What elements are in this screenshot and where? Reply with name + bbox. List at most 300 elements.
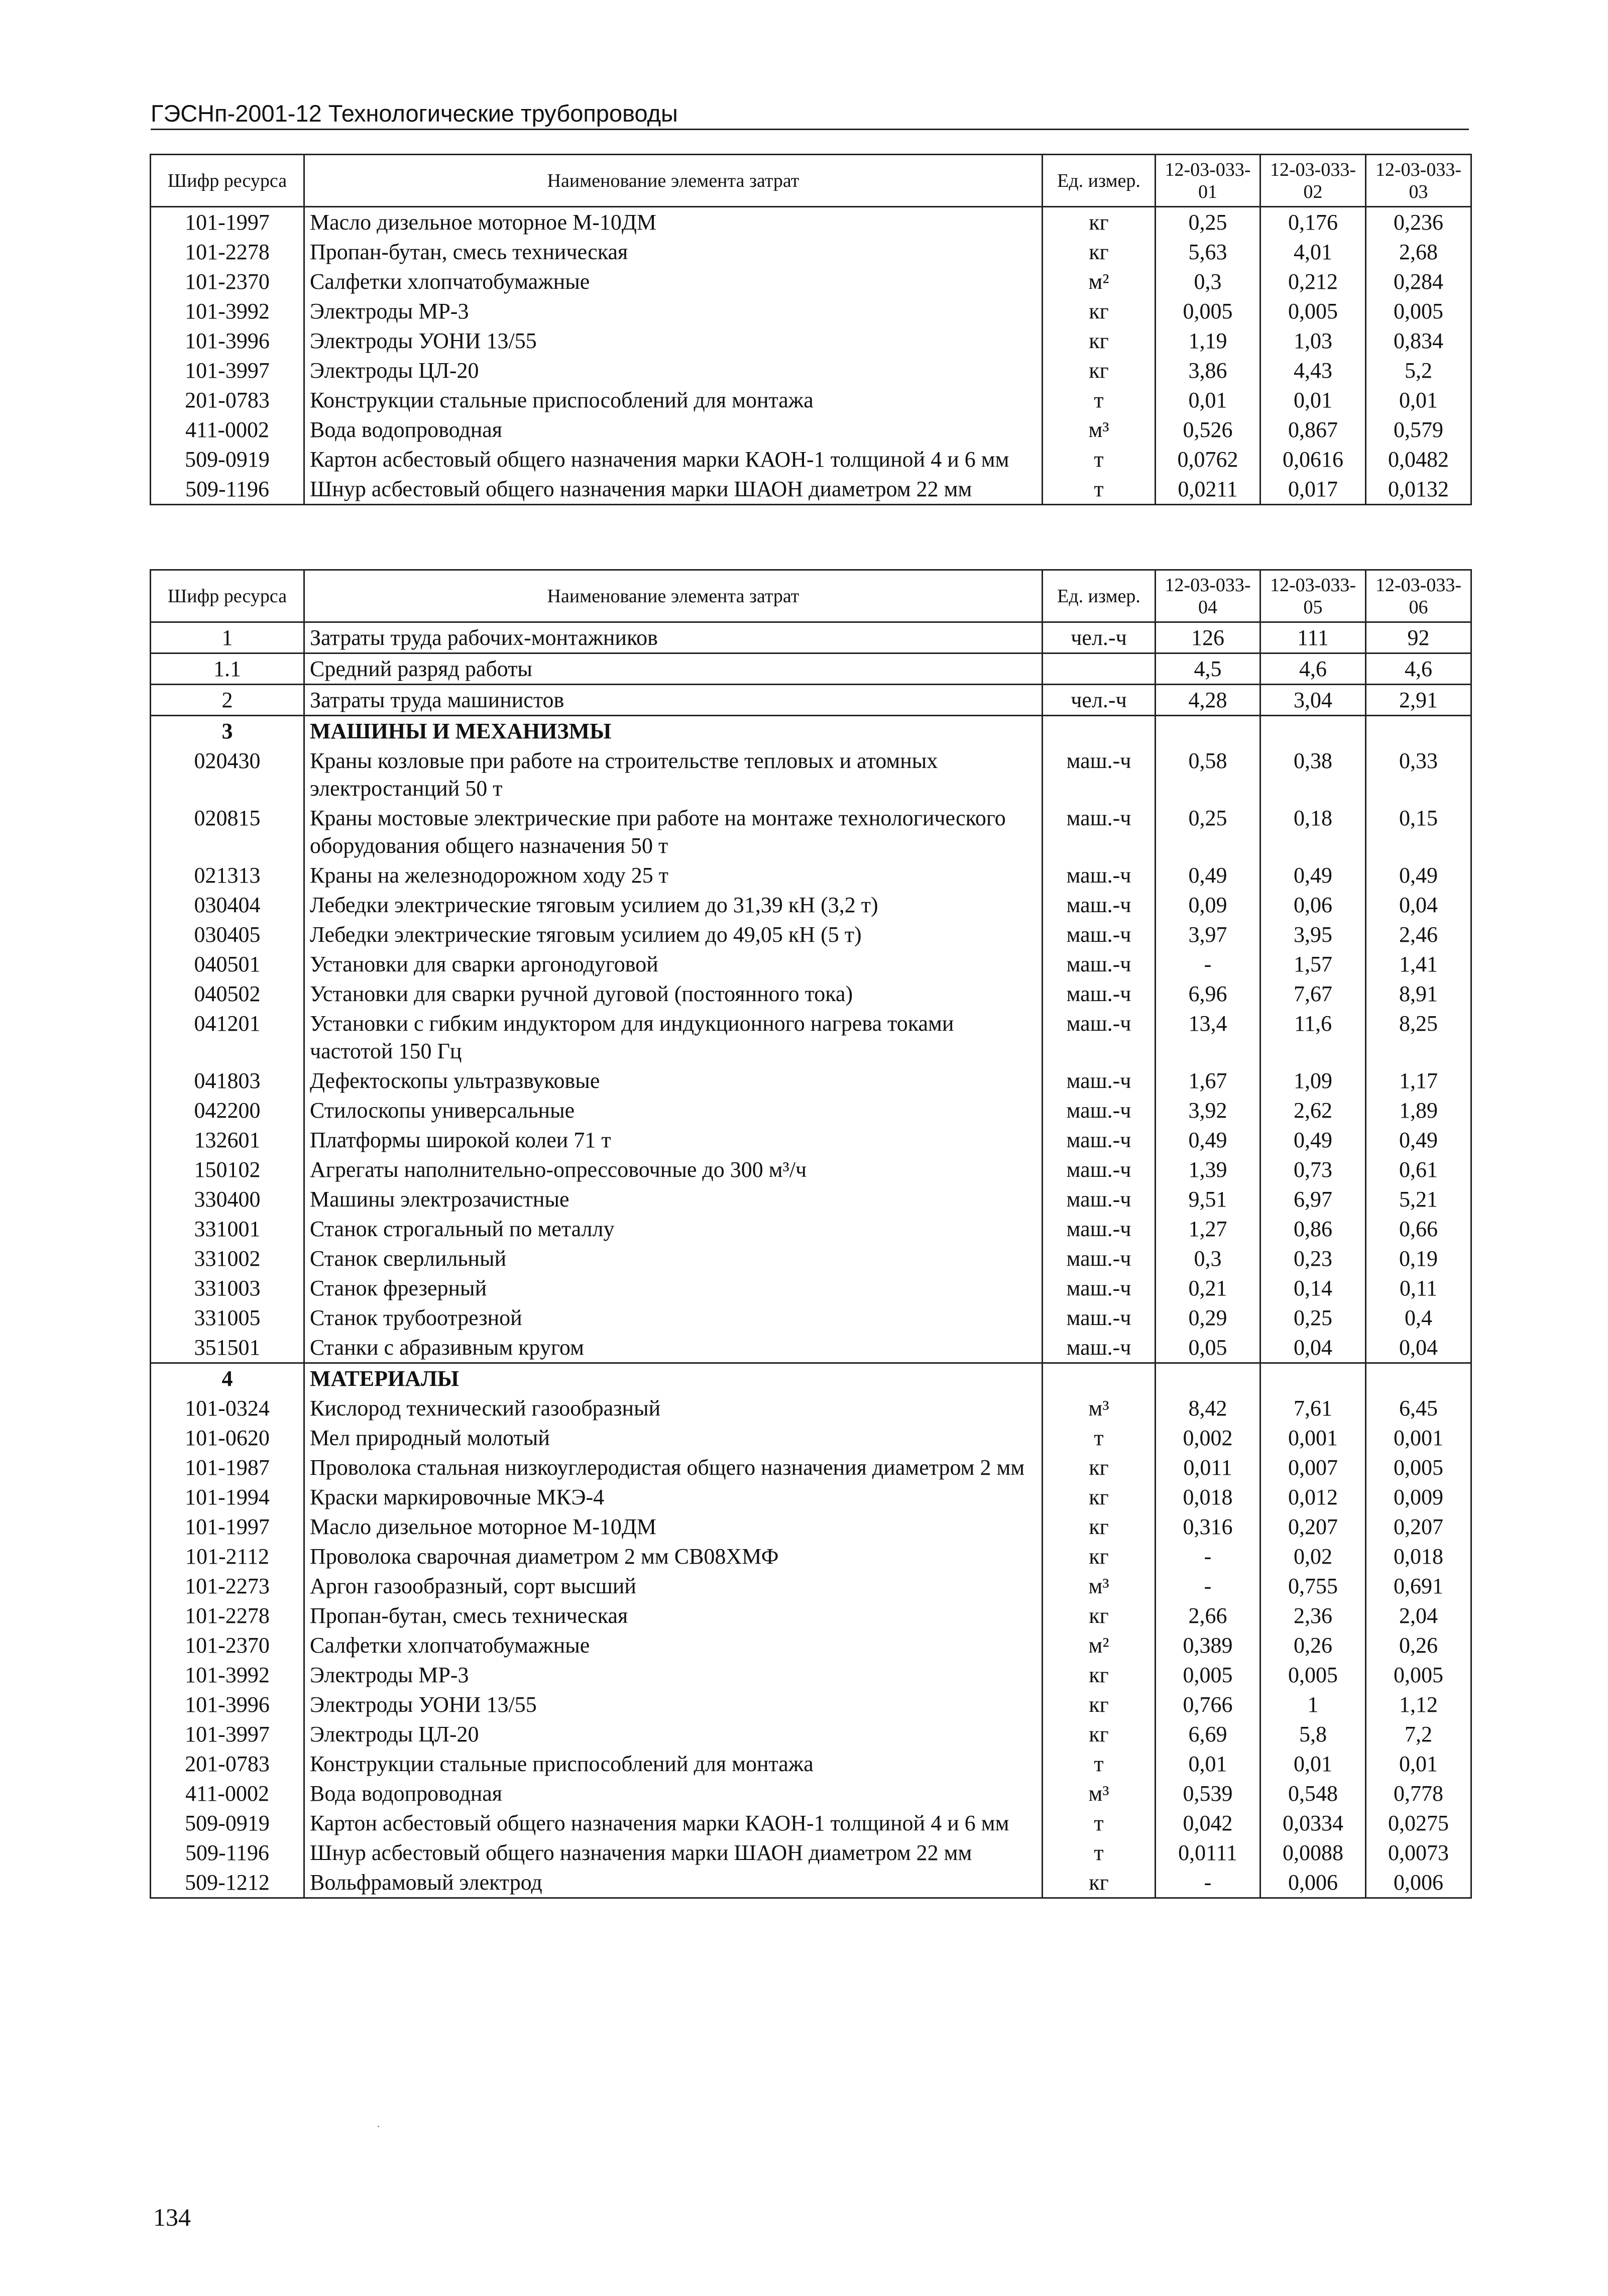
table-row: [151, 803, 1471, 860]
table-row: [151, 1749, 1471, 1779]
norm-value-3: 0,15: [1366, 803, 1471, 860]
table-row: [151, 415, 1471, 445]
resource-code: 331003: [151, 1273, 304, 1303]
resource-unit: маш.-ч: [1043, 803, 1156, 860]
resource-name: Проволока сварочная диаметром 2 мм СВ08ХМФ: [304, 1542, 1043, 1571]
norm-value-2: 0,006: [1260, 1868, 1366, 1898]
norm-value-2: 0,18: [1260, 803, 1366, 860]
norm-value-1: 9,51: [1156, 1184, 1260, 1214]
resource-name: Электроды МР-3: [304, 1660, 1043, 1690]
norm-value-1: 0,25: [1156, 803, 1260, 860]
norm-value-2: 0,14: [1260, 1273, 1366, 1303]
norm-value-1: 0,05: [1156, 1333, 1260, 1363]
norm-value-1: 1,27: [1156, 1214, 1260, 1244]
norm-value-3: 0,0482: [1366, 445, 1471, 474]
table-row: [151, 1423, 1471, 1453]
resource-code: 040502: [151, 979, 304, 1009]
resource-code: 2: [151, 685, 304, 716]
resource-name: Конструкции стальные приспособлений для монтажа: [304, 385, 1043, 415]
table-row: [151, 1571, 1471, 1601]
resource-code: 101-2273: [151, 1571, 304, 1601]
resource-name: Станок сверлильный: [304, 1244, 1043, 1273]
norm-value-1: 0,01: [1156, 385, 1260, 415]
resource-code: 040501: [151, 949, 304, 979]
norm-value-1: 0,018: [1156, 1482, 1260, 1512]
table-row: [151, 1393, 1471, 1423]
resource-name: Платформы широкой колеи 71 т: [304, 1125, 1043, 1155]
norm-value-2: 0,176: [1260, 207, 1366, 238]
norm-value-1: 1,19: [1156, 326, 1260, 356]
norm-value-1: 0,29: [1156, 1303, 1260, 1333]
norm-value-1: 5,63: [1156, 237, 1260, 267]
table-row: [151, 890, 1471, 920]
resource-unit: маш.-ч: [1043, 920, 1156, 949]
norm-value-1: -: [1156, 1571, 1260, 1601]
norm-value-1: 0,25: [1156, 207, 1260, 238]
resource-unit: кг: [1043, 1453, 1156, 1482]
norm-value-1: 0,002: [1156, 1423, 1260, 1453]
norm-value-1: 3,97: [1156, 920, 1260, 949]
resource-unit: маш.-ч: [1043, 1096, 1156, 1125]
table-header-row: [151, 155, 1471, 207]
resource-unit: м²: [1043, 1630, 1156, 1660]
col-header-code: Шифр ресурса: [151, 570, 304, 622]
table-row: [151, 1808, 1471, 1838]
resource-table-2: [150, 569, 1472, 1899]
resource-name: Пропан-бутан, смесь техническая: [304, 237, 1043, 267]
norm-value-1: 2,66: [1156, 1601, 1260, 1630]
norm-value-3: 0,66: [1366, 1214, 1471, 1244]
norm-value-3: 0,04: [1366, 890, 1471, 920]
resource-unit: кг: [1043, 296, 1156, 326]
table-row: [151, 1838, 1471, 1868]
resource-unit: чел.-ч: [1043, 685, 1156, 716]
resource-unit: [1043, 716, 1156, 746]
norm-value-1: 0,3: [1156, 1244, 1260, 1273]
table-row: [151, 445, 1471, 474]
resource-unit: [1043, 653, 1156, 685]
resource-name: Конструкции стальные приспособлений для монтажа: [304, 1749, 1043, 1779]
norm-value-3: 0,001: [1366, 1423, 1471, 1453]
norm-value-2: 7,61: [1260, 1393, 1366, 1423]
norm-value-3: 0,009: [1366, 1482, 1471, 1512]
table-row: [151, 207, 1471, 238]
norm-value-3: 0,01: [1366, 385, 1471, 415]
resource-code: 101-3992: [151, 1660, 304, 1690]
table-row: [151, 326, 1471, 356]
norm-value-1: 8,42: [1156, 1393, 1260, 1423]
resource-code: 1.1: [151, 653, 304, 685]
resource-code: 030405: [151, 920, 304, 949]
table-row: [151, 746, 1471, 803]
resource-name: Установки с гибким индуктором для индукционного нагрева токами частотой 150 Гц: [304, 1009, 1043, 1066]
table-row: [151, 1125, 1471, 1155]
norm-value-3: 0,49: [1366, 1125, 1471, 1155]
norm-value-3: 0,018: [1366, 1542, 1471, 1571]
resource-code: 101-3996: [151, 1690, 304, 1719]
norm-value-3: 0,834: [1366, 326, 1471, 356]
norm-value-3: 0,006: [1366, 1868, 1471, 1898]
resource-code: 101-3992: [151, 296, 304, 326]
section-row: [151, 716, 1471, 746]
resource-code: 509-1196: [151, 1838, 304, 1868]
norm-value-3: 1,41: [1366, 949, 1471, 979]
resource-code: 041201: [151, 1009, 304, 1066]
norm-value-1: 0,005: [1156, 296, 1260, 326]
norm-value-1: 0,316: [1156, 1512, 1260, 1542]
resource-unit: маш.-ч: [1043, 1214, 1156, 1244]
table-row: [151, 1601, 1471, 1630]
resource-name: Краны мостовые электрические при работе на монтаже технологического оборудования общего назначения 50 т: [304, 803, 1043, 860]
resource-code: 1: [151, 622, 304, 653]
norm-value-1: 0,49: [1156, 1125, 1260, 1155]
resource-unit: маш.-ч: [1043, 1184, 1156, 1214]
norm-value-2: 0,86: [1260, 1214, 1366, 1244]
resource-name: Электроды ЦЛ-20: [304, 356, 1043, 385]
table-row: [151, 267, 1471, 296]
resource-unit: т: [1043, 1808, 1156, 1838]
norm-value-3: [1366, 716, 1471, 746]
resource-name: Лебедки электрические тяговым усилием до 31,39 кН (3,2 т): [304, 890, 1043, 920]
table-row: [151, 1273, 1471, 1303]
norm-value-3: 2,46: [1366, 920, 1471, 949]
table-header-row: [151, 570, 1471, 622]
resource-name: Пропан-бутан, смесь техническая: [304, 1601, 1043, 1630]
norm-value-3: 0,778: [1366, 1779, 1471, 1808]
norm-value-1: -: [1156, 949, 1260, 979]
resource-name: Электроды УОНИ 13/55: [304, 326, 1043, 356]
norm-value-2: 1,09: [1260, 1066, 1366, 1096]
norm-value-3: 0,11: [1366, 1273, 1471, 1303]
norm-value-3: 0,579: [1366, 415, 1471, 445]
norm-value-3: 0,236: [1366, 207, 1471, 238]
resource-code: 101-0324: [151, 1393, 304, 1423]
norm-value-3: 1,89: [1366, 1096, 1471, 1125]
resource-code: 509-0919: [151, 445, 304, 474]
norm-value-3: 2,68: [1366, 237, 1471, 267]
resource-code: 331002: [151, 1244, 304, 1273]
norm-value-3: 0,04: [1366, 1333, 1471, 1363]
resource-unit: маш.-ч: [1043, 1303, 1156, 1333]
resource-name: Краски маркировочные МКЭ-4: [304, 1482, 1043, 1512]
norm-value-1: 0,21: [1156, 1273, 1260, 1303]
resource-name: Вода водопроводная: [304, 415, 1043, 445]
norm-value-3: 2,91: [1366, 685, 1471, 716]
table-row: [151, 1660, 1471, 1690]
table-row: [151, 1719, 1471, 1749]
resource-code: 3: [151, 716, 304, 746]
resource-unit: маш.-ч: [1043, 949, 1156, 979]
table-row: [151, 1155, 1471, 1184]
resource-name: Электроды ЦЛ-20: [304, 1719, 1043, 1749]
norm-value-3: 5,21: [1366, 1184, 1471, 1214]
norm-value-2: [1260, 716, 1366, 746]
norm-value-1: 0,0762: [1156, 445, 1260, 474]
norm-value-1: 4,5: [1156, 653, 1260, 685]
table-row: [151, 1303, 1471, 1333]
table-row: [151, 1453, 1471, 1482]
table-row: [151, 1333, 1471, 1363]
resource-unit: т: [1043, 1838, 1156, 1868]
resource-unit: маш.-ч: [1043, 1155, 1156, 1184]
col-header-unit: Ед. измер.: [1043, 570, 1156, 622]
norm-value-1: [1156, 716, 1260, 746]
norm-value-2: 6,97: [1260, 1184, 1366, 1214]
page-header: [151, 98, 1469, 130]
norm-value-2: 0,23: [1260, 1244, 1366, 1273]
resource-name: Шнур асбестовый общего назначения марки ШАОН диаметром 22 мм: [304, 1838, 1043, 1868]
table-row: [151, 356, 1471, 385]
norm-value-2: 0,755: [1260, 1571, 1366, 1601]
resource-name: Электроды МР-3: [304, 296, 1043, 326]
resource-name: Затраты труда машинистов: [304, 685, 1043, 716]
resource-unit: маш.-ч: [1043, 1066, 1156, 1096]
norm-value-3: 5,2: [1366, 356, 1471, 385]
norm-value-1: 0,09: [1156, 890, 1260, 920]
resource-name: Салфетки хлопчатобумажные: [304, 1630, 1043, 1660]
resource-name: Затраты труда рабочих-монтажников: [304, 622, 1043, 653]
norm-value-3: 8,91: [1366, 979, 1471, 1009]
page-header-title: ГЭСНп-2001-12 Технологические трубопроводы: [151, 100, 678, 127]
norm-value-2: 0,06: [1260, 890, 1366, 920]
norm-value-2: 0,012: [1260, 1482, 1366, 1512]
norm-value-2: 11,6: [1260, 1009, 1366, 1066]
table-row: [151, 385, 1471, 415]
norm-value-2: 0,02: [1260, 1542, 1366, 1571]
resource-code: 101-1994: [151, 1482, 304, 1512]
resource-name: Станки с абразивным кругом: [304, 1333, 1043, 1363]
resource-name: Вольфрамовый электрод: [304, 1868, 1043, 1898]
resource-name: Станок трубоотрезной: [304, 1303, 1043, 1333]
norm-value-2: 2,62: [1260, 1096, 1366, 1125]
resource-name: Агрегаты наполнительно-опрессовочные до 300 м³/ч: [304, 1155, 1043, 1184]
norm-value-1: 0,58: [1156, 746, 1260, 803]
resource-code: 411-0002: [151, 1779, 304, 1808]
norm-value-2: 111: [1260, 622, 1366, 653]
resource-unit: кг: [1043, 356, 1156, 385]
norm-value-1: 6,96: [1156, 979, 1260, 1009]
resource-unit: кг: [1043, 1601, 1156, 1630]
resource-code: 101-1997: [151, 1512, 304, 1542]
norm-value-3: [1366, 1363, 1471, 1394]
resource-unit: м²: [1043, 267, 1156, 296]
norm-value-2: 0,005: [1260, 296, 1366, 326]
norm-value-2: 0,212: [1260, 267, 1366, 296]
norm-value-2: 0,73: [1260, 1155, 1366, 1184]
table-row: [151, 920, 1471, 949]
resource-name: Проволока стальная низкоуглеродистая общего назначения диаметром 2 мм: [304, 1453, 1043, 1482]
norm-value-1: 0,01: [1156, 1749, 1260, 1779]
resource-name: МАШИНЫ И МЕХАНИЗМЫ: [304, 716, 1043, 746]
norm-value-1: 0,0211: [1156, 474, 1260, 505]
table-row: [151, 1009, 1471, 1066]
norm-value-1: 0,0111: [1156, 1838, 1260, 1868]
norm-value-3: 0,33: [1366, 746, 1471, 803]
resource-code: 201-0783: [151, 385, 304, 415]
norm-value-2: 0,001: [1260, 1423, 1366, 1453]
resource-unit: м³: [1043, 1779, 1156, 1808]
norm-value-3: 0,0132: [1366, 474, 1471, 505]
resource-unit: маш.-ч: [1043, 1333, 1156, 1363]
resource-name: Шнур асбестовый общего назначения марки ШАОН диаметром 22 мм: [304, 474, 1043, 505]
resource-unit: т: [1043, 1423, 1156, 1453]
norm-value-2: 2,36: [1260, 1601, 1366, 1630]
resource-code: 021313: [151, 860, 304, 890]
resource-unit: [1043, 1363, 1156, 1394]
page-number: 134: [153, 2203, 191, 2231]
resource-unit: маш.-ч: [1043, 890, 1156, 920]
table-row: [151, 474, 1471, 505]
table-row: [151, 1066, 1471, 1096]
table-row: [151, 1184, 1471, 1214]
resource-code: 509-0919: [151, 1808, 304, 1838]
table-row: [151, 237, 1471, 267]
resource-unit: кг: [1043, 1690, 1156, 1719]
norm-value-2: 3,95: [1260, 920, 1366, 949]
norm-value-3: 6,45: [1366, 1393, 1471, 1423]
norm-value-1: 13,4: [1156, 1009, 1260, 1066]
resource-name: Аргон газообразный, сорт высший: [304, 1571, 1043, 1601]
resource-name: Электроды УОНИ 13/55: [304, 1690, 1043, 1719]
resource-unit: маш.-ч: [1043, 860, 1156, 890]
norm-value-1: 3,92: [1156, 1096, 1260, 1125]
norm-value-3: 92: [1366, 622, 1471, 653]
norm-value-2: 1,57: [1260, 949, 1366, 979]
col-header-norm-4: 12-03-033-04: [1156, 570, 1260, 622]
resource-name: Картон асбестовый общего назначения марки КАОН-1 толщиной 4 и 6 мм: [304, 445, 1043, 474]
resource-code: 101-2370: [151, 1630, 304, 1660]
resource-code: 101-2370: [151, 267, 304, 296]
resource-unit: маш.-ч: [1043, 1244, 1156, 1273]
norm-value-1: 0,766: [1156, 1690, 1260, 1719]
resource-unit: м³: [1043, 1571, 1156, 1601]
resource-code: 351501: [151, 1333, 304, 1363]
resource-name: Краны козловые при работе на строительстве тепловых и атомных электростанций 50 т: [304, 746, 1043, 803]
resource-unit: маш.-ч: [1043, 979, 1156, 1009]
resource-name: Средний разряд работы: [304, 653, 1043, 685]
resource-unit: кг: [1043, 1512, 1156, 1542]
table-row: [151, 1542, 1471, 1571]
norm-value-1: 0,389: [1156, 1630, 1260, 1660]
norm-value-3: 0,005: [1366, 1453, 1471, 1482]
norm-value-2: 0,867: [1260, 415, 1366, 445]
norm-value-3: 0,005: [1366, 296, 1471, 326]
resource-unit: кг: [1043, 1482, 1156, 1512]
resource-code: 201-0783: [151, 1749, 304, 1779]
table-row: [151, 1690, 1471, 1719]
resource-name: Картон асбестовый общего назначения марки КАОН-1 толщиной 4 и 6 мм: [304, 1808, 1043, 1838]
norm-value-3: 8,25: [1366, 1009, 1471, 1066]
norm-value-2: 3,04: [1260, 685, 1366, 716]
norm-value-3: 0,26: [1366, 1630, 1471, 1660]
resource-unit: чел.-ч: [1043, 622, 1156, 653]
table-row: [151, 1630, 1471, 1660]
norm-value-1: 0,011: [1156, 1453, 1260, 1482]
norm-value-1: 0,49: [1156, 860, 1260, 890]
resource-unit: м³: [1043, 1393, 1156, 1423]
norm-value-2: 0,01: [1260, 385, 1366, 415]
resource-name: Лебедки электрические тяговым усилием до 49,05 кН (5 т): [304, 920, 1043, 949]
resource-name: Дефектоскопы ультразвуковые: [304, 1066, 1043, 1096]
norm-value-1: [1156, 1363, 1260, 1394]
resource-code: 101-3997: [151, 356, 304, 385]
norm-value-3: 0,0275: [1366, 1808, 1471, 1838]
norm-value-2: 0,38: [1260, 746, 1366, 803]
resource-unit: маш.-ч: [1043, 1125, 1156, 1155]
norm-value-1: 1,39: [1156, 1155, 1260, 1184]
table-row: [151, 1512, 1471, 1542]
table-row: [151, 979, 1471, 1009]
resource-unit: т: [1043, 474, 1156, 505]
resource-name: Мел природный молотый: [304, 1423, 1043, 1453]
table-row: [151, 1482, 1471, 1512]
resource-code: 132601: [151, 1125, 304, 1155]
norm-value-2: 0,0088: [1260, 1838, 1366, 1868]
resource-unit: кг: [1043, 1660, 1156, 1690]
resource-name: МАТЕРИАЛЫ: [304, 1363, 1043, 1394]
norm-value-1: 3,86: [1156, 356, 1260, 385]
resource-unit: кг: [1043, 1868, 1156, 1898]
norm-value-2: 0,04: [1260, 1333, 1366, 1363]
resource-unit: т: [1043, 445, 1156, 474]
norm-value-1: 0,005: [1156, 1660, 1260, 1690]
table-row: [151, 1244, 1471, 1273]
resource-code: 330400: [151, 1184, 304, 1214]
resource-unit: маш.-ч: [1043, 1009, 1156, 1066]
resource-code: 101-3997: [151, 1719, 304, 1749]
resource-code: 020815: [151, 803, 304, 860]
norm-value-3: 1,12: [1366, 1690, 1471, 1719]
norm-value-1: 1,67: [1156, 1066, 1260, 1096]
norm-value-3: 0,19: [1366, 1244, 1471, 1273]
resource-name: Салфетки хлопчатобумажные: [304, 267, 1043, 296]
col-header-norm-1: 12-03-033-01: [1156, 155, 1260, 207]
col-header-name: Наименование элемента затрат: [304, 570, 1043, 622]
norm-value-2: 1: [1260, 1690, 1366, 1719]
table-row: [151, 653, 1471, 685]
resource-name: Установки для сварки аргонодуговой: [304, 949, 1043, 979]
resource-code: 101-0620: [151, 1423, 304, 1453]
norm-value-1: 0,539: [1156, 1779, 1260, 1808]
norm-value-2: 7,67: [1260, 979, 1366, 1009]
table-row: [151, 296, 1471, 326]
resource-name: Станок фрезерный: [304, 1273, 1043, 1303]
scan-speck: [378, 2126, 379, 2127]
resource-code: 030404: [151, 890, 304, 920]
resource-code: 101-3996: [151, 326, 304, 356]
norm-value-1: 4,28: [1156, 685, 1260, 716]
col-header-code: Шифр ресурса: [151, 155, 304, 207]
norm-value-3: 0,61: [1366, 1155, 1471, 1184]
col-header-norm-5: 12-03-033-05: [1260, 570, 1366, 622]
norm-value-3: 0,207: [1366, 1512, 1471, 1542]
resource-name: Стилоскопы универсальные: [304, 1096, 1043, 1125]
norm-value-2: 5,8: [1260, 1719, 1366, 1749]
resource-unit: кг: [1043, 1542, 1156, 1571]
resource-name: Станок строгальный по металлу: [304, 1214, 1043, 1244]
norm-value-3: 7,2: [1366, 1719, 1471, 1749]
resource-code: 331001: [151, 1214, 304, 1244]
norm-value-1: 0,526: [1156, 415, 1260, 445]
norm-value-2: 0,017: [1260, 474, 1366, 505]
table-row: [151, 949, 1471, 979]
norm-value-2: 4,43: [1260, 356, 1366, 385]
resource-code: 331005: [151, 1303, 304, 1333]
resource-unit: кг: [1043, 1719, 1156, 1749]
table-row: [151, 1096, 1471, 1125]
resource-unit: т: [1043, 385, 1156, 415]
resource-unit: м³: [1043, 415, 1156, 445]
